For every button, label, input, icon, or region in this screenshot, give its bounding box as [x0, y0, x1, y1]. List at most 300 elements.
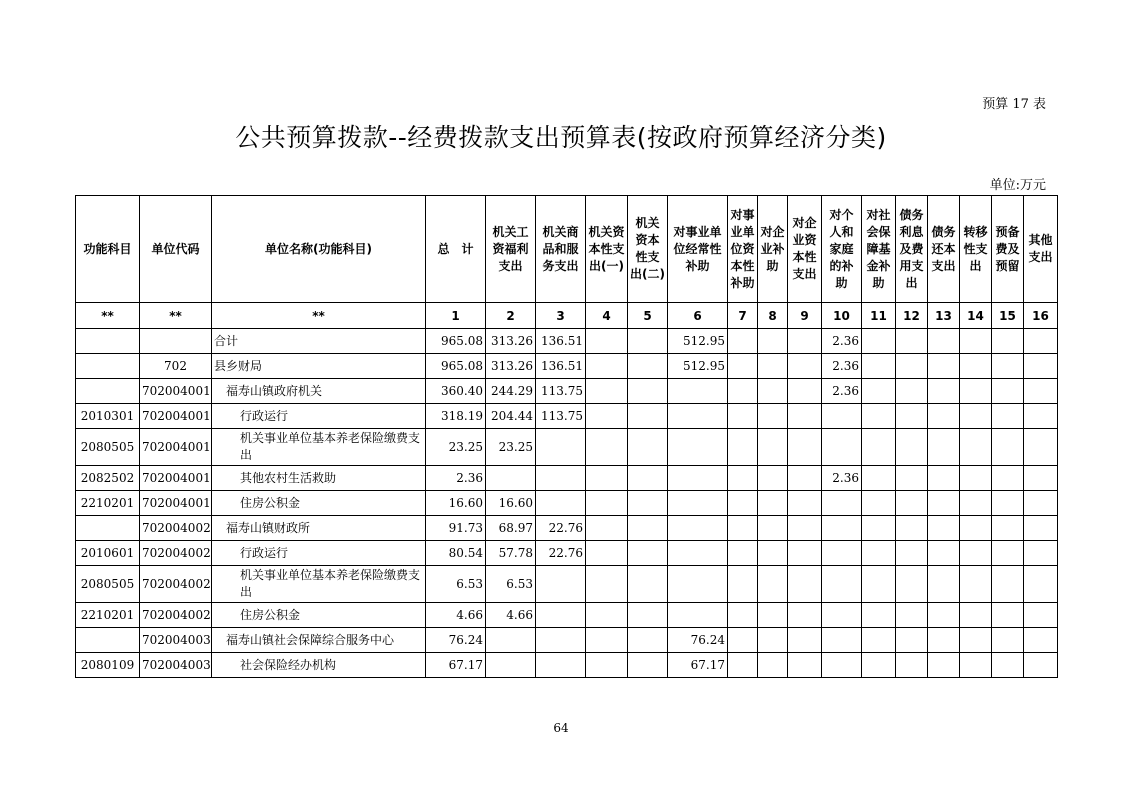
amount-cell: 244.29 [486, 379, 536, 404]
table-cell [960, 653, 992, 678]
column-header: 机关工资福利支出 [486, 196, 536, 303]
table-row [76, 566, 1058, 603]
table-row [76, 379, 1058, 404]
table-cell [992, 466, 1024, 491]
header-row [76, 196, 1058, 303]
total-cell: 6.53 [426, 566, 486, 603]
column-header: 机关资本性支出(一) [586, 196, 628, 303]
unit-code-cell: 702004002 [140, 516, 212, 541]
amount-cell: 16.60 [486, 491, 536, 516]
column-index: 5 [628, 303, 668, 329]
table-cell [728, 566, 758, 603]
table-row [76, 354, 1058, 379]
column-header: 机关商品和服务支出 [536, 196, 586, 303]
column-index: 6 [668, 303, 728, 329]
total-cell: 4.66 [426, 603, 486, 628]
table-cell [862, 653, 896, 678]
amount-cell: 204.44 [486, 404, 536, 429]
function-code-cell: 2082502 [76, 466, 140, 491]
table-cell [628, 379, 668, 404]
unit-code-cell [140, 329, 212, 354]
table-cell [1024, 491, 1058, 516]
table-cell [758, 516, 788, 541]
table-cell [628, 329, 668, 354]
table-cell [586, 404, 628, 429]
table-cell [788, 354, 822, 379]
table-cell [586, 566, 628, 603]
table-cell [586, 603, 628, 628]
unit-name-cell: 住房公积金 [212, 491, 426, 516]
amount-cell [486, 653, 536, 678]
table-cell [758, 541, 788, 566]
unit-name-cell: 福寿山镇政府机关 [212, 379, 426, 404]
table-cell [788, 603, 822, 628]
function-code-cell [76, 329, 140, 354]
table-row [76, 491, 1058, 516]
table-cell [1024, 516, 1058, 541]
table-cell [788, 329, 822, 354]
table-cell [928, 354, 960, 379]
table-cell [1024, 628, 1058, 653]
amount-cell: 512.95 [668, 354, 728, 379]
amount-cell: 22.76 [536, 516, 586, 541]
amount-cell [668, 516, 728, 541]
table-cell [862, 404, 896, 429]
unit-name-cell: 合计 [212, 329, 426, 354]
table-cell [896, 466, 928, 491]
function-code-cell: 2010301 [76, 404, 140, 429]
table-cell [992, 354, 1024, 379]
table-cell [928, 603, 960, 628]
table-cell [728, 653, 758, 678]
table-cell [960, 566, 992, 603]
table-cell [728, 628, 758, 653]
column-index: 10 [822, 303, 862, 329]
table-cell [586, 379, 628, 404]
table-cell [628, 516, 668, 541]
table-cell [862, 516, 896, 541]
column-header: 对事业单位资本性补助 [728, 196, 758, 303]
table-row [76, 628, 1058, 653]
table-cell [758, 603, 788, 628]
table-cell [788, 516, 822, 541]
total-cell: 965.08 [426, 354, 486, 379]
table-cell [960, 516, 992, 541]
table-cell [862, 541, 896, 566]
table-cell [628, 491, 668, 516]
amount-cell [668, 491, 728, 516]
amount-cell [668, 541, 728, 566]
function-code-cell [76, 379, 140, 404]
unit-code-cell: 702004001 [140, 491, 212, 516]
column-index: 7 [728, 303, 758, 329]
total-cell: 67.17 [426, 653, 486, 678]
table-cell [928, 491, 960, 516]
table-cell [928, 541, 960, 566]
table-cell [758, 404, 788, 429]
column-index: 16 [1024, 303, 1058, 329]
function-code-cell: 2010601 [76, 541, 140, 566]
table-cell [992, 491, 1024, 516]
column-header: 债务还本支出 [928, 196, 960, 303]
column-header: 对企业补助 [758, 196, 788, 303]
column-header: 单位名称(功能科目) [212, 196, 426, 303]
table-cell [1024, 541, 1058, 566]
table-cell [960, 541, 992, 566]
function-code-cell: 2210201 [76, 491, 140, 516]
amount-cell: 113.75 [536, 379, 586, 404]
table-cell [992, 404, 1024, 429]
table-cell [586, 653, 628, 678]
amount-cell [822, 404, 862, 429]
amount-cell [486, 466, 536, 491]
unit-name-cell: 福寿山镇社会保障综合服务中心 [212, 628, 426, 653]
unit-code-cell: 702004001 [140, 404, 212, 429]
table-cell [788, 466, 822, 491]
table-cell [758, 329, 788, 354]
table-cell [586, 541, 628, 566]
amount-cell: 313.26 [486, 354, 536, 379]
amount-cell [668, 379, 728, 404]
column-header: 预备费及预留 [992, 196, 1024, 303]
table-cell [960, 404, 992, 429]
table-cell [586, 491, 628, 516]
table-cell [862, 329, 896, 354]
amount-cell: 67.17 [668, 653, 728, 678]
table-cell [992, 603, 1024, 628]
table-cell [896, 379, 928, 404]
amount-cell [486, 628, 536, 653]
table-cell [728, 379, 758, 404]
table-cell [728, 429, 758, 466]
amount-cell: 68.97 [486, 516, 536, 541]
amount-cell: 136.51 [536, 329, 586, 354]
unit-code-cell: 702004003 [140, 628, 212, 653]
amount-cell [668, 603, 728, 628]
unit-name-cell: 行政运行 [212, 541, 426, 566]
table-cell [788, 628, 822, 653]
unit-name-cell: 县乡财局 [212, 354, 426, 379]
index-row [76, 303, 1058, 329]
table-row [76, 653, 1058, 678]
table-code-label: 预算 17 表 [982, 97, 1046, 112]
total-cell: 91.73 [426, 516, 486, 541]
column-index: 8 [758, 303, 788, 329]
function-code-cell [76, 354, 140, 379]
table-cell [928, 566, 960, 603]
table-cell [628, 404, 668, 429]
table-cell [960, 329, 992, 354]
column-index: 1 [426, 303, 486, 329]
unit-code-cell: 702004001 [140, 429, 212, 466]
amount-cell [822, 628, 862, 653]
table-cell [992, 653, 1024, 678]
table-cell [862, 491, 896, 516]
amount-cell [822, 566, 862, 603]
table-cell [960, 603, 992, 628]
amount-cell [822, 516, 862, 541]
unit-name-cell: 其他农村生活救助 [212, 466, 426, 491]
table-row [76, 329, 1058, 354]
amount-cell: 22.76 [536, 541, 586, 566]
table-cell [862, 603, 896, 628]
amount-cell [668, 429, 728, 466]
table-cell [728, 329, 758, 354]
column-index: ** [212, 303, 426, 329]
table-cell [628, 653, 668, 678]
column-header: 对个人和家庭的补助 [822, 196, 862, 303]
amount-cell: 2.36 [822, 466, 862, 491]
table-cell [586, 329, 628, 354]
column-index: 11 [862, 303, 896, 329]
table-cell [1024, 566, 1058, 603]
amount-cell: 313.26 [486, 329, 536, 354]
unit-name-cell: 机关事业单位基本养老保险缴费支出 [212, 429, 426, 466]
column-header: 总 计 [426, 196, 486, 303]
amount-cell: 4.66 [486, 603, 536, 628]
table-cell [992, 516, 1024, 541]
function-code-cell [76, 516, 140, 541]
table-cell [1024, 354, 1058, 379]
table-cell [928, 379, 960, 404]
unit-code-cell: 702004002 [140, 566, 212, 603]
table-cell [1024, 653, 1058, 678]
column-index: 13 [928, 303, 960, 329]
unit-code-cell: 702004001 [140, 379, 212, 404]
table-cell [728, 404, 758, 429]
table-cell [758, 429, 788, 466]
table-cell [960, 491, 992, 516]
column-header: 对社会保障基金补助 [862, 196, 896, 303]
table-cell [788, 541, 822, 566]
amount-cell: 57.78 [486, 541, 536, 566]
amount-cell: 2.36 [822, 329, 862, 354]
table-cell [728, 516, 758, 541]
table-cell [758, 628, 788, 653]
function-code-cell: 2080505 [76, 566, 140, 603]
column-index: 2 [486, 303, 536, 329]
amount-cell [668, 466, 728, 491]
total-cell: 2.36 [426, 466, 486, 491]
unit-name-cell: 福寿山镇财政所 [212, 516, 426, 541]
table-row [76, 466, 1058, 491]
table-cell [960, 466, 992, 491]
column-header: 单位代码 [140, 196, 212, 303]
total-cell: 318.19 [426, 404, 486, 429]
table-cell [896, 603, 928, 628]
amount-cell [536, 491, 586, 516]
table-cell [896, 491, 928, 516]
column-index: 15 [992, 303, 1024, 329]
amount-cell: 23.25 [486, 429, 536, 466]
amount-cell: 512.95 [668, 329, 728, 354]
table-cell [862, 466, 896, 491]
table-row [76, 404, 1058, 429]
table-cell [928, 516, 960, 541]
unit-name-cell: 住房公积金 [212, 603, 426, 628]
table-cell [586, 466, 628, 491]
table-cell [896, 516, 928, 541]
table-cell [758, 566, 788, 603]
table-cell [1024, 466, 1058, 491]
column-index: 12 [896, 303, 928, 329]
unit-name-cell: 社会保险经办机构 [212, 653, 426, 678]
amount-cell [536, 466, 586, 491]
table-cell [758, 379, 788, 404]
amount-cell: 113.75 [536, 404, 586, 429]
table-cell [862, 379, 896, 404]
table-cell [862, 354, 896, 379]
table-cell [628, 354, 668, 379]
page-number: 64 [553, 721, 569, 735]
amount-cell: 6.53 [486, 566, 536, 603]
amount-cell [536, 653, 586, 678]
column-index: ** [76, 303, 140, 329]
unit-code-cell: 702004002 [140, 603, 212, 628]
column-header: 功能科目 [76, 196, 140, 303]
table-cell [628, 566, 668, 603]
table-cell [928, 653, 960, 678]
table-cell [992, 379, 1024, 404]
table-cell [928, 404, 960, 429]
column-header: 其他支出 [1024, 196, 1058, 303]
table-cell [586, 628, 628, 653]
table-row [76, 429, 1058, 466]
table-cell [728, 603, 758, 628]
amount-cell: 76.24 [668, 628, 728, 653]
column-index: 14 [960, 303, 992, 329]
table-cell [896, 566, 928, 603]
table-cell [896, 429, 928, 466]
column-header: 对事业单位经常性补助 [668, 196, 728, 303]
table-cell [788, 566, 822, 603]
table-cell [896, 653, 928, 678]
unit-code-cell: 702004002 [140, 541, 212, 566]
amount-cell [536, 566, 586, 603]
amount-cell [822, 429, 862, 466]
amount-cell [822, 603, 862, 628]
total-cell: 360.40 [426, 379, 486, 404]
function-code-cell: 2080505 [76, 429, 140, 466]
column-index: 9 [788, 303, 822, 329]
amount-cell [668, 566, 728, 603]
budget-table [75, 195, 1058, 678]
table-cell [862, 566, 896, 603]
unit-name-cell: 机关事业单位基本养老保险缴费支出 [212, 566, 426, 603]
amount-cell [536, 429, 586, 466]
table-cell [896, 329, 928, 354]
table-cell [788, 404, 822, 429]
table-cell [586, 354, 628, 379]
table-row [76, 541, 1058, 566]
table-cell [928, 628, 960, 653]
unit-code-cell: 702 [140, 354, 212, 379]
table-cell [628, 628, 668, 653]
table-cell [992, 429, 1024, 466]
total-cell: 16.60 [426, 491, 486, 516]
table-cell [896, 354, 928, 379]
amount-cell [822, 653, 862, 678]
table-cell [728, 354, 758, 379]
table-cell [628, 603, 668, 628]
column-index: 4 [586, 303, 628, 329]
table-cell [628, 429, 668, 466]
table-cell [960, 628, 992, 653]
table-cell [1024, 379, 1058, 404]
table-cell [758, 653, 788, 678]
table-cell [862, 429, 896, 466]
table-cell [862, 628, 896, 653]
amount-cell: 136.51 [536, 354, 586, 379]
table-cell [586, 516, 628, 541]
page-title: 公共预算拨款--经费拨款支出预算表(按政府预算经济分类) [235, 123, 887, 152]
table-cell [928, 429, 960, 466]
table-cell [788, 379, 822, 404]
table-cell [728, 541, 758, 566]
amount-cell: 2.36 [822, 379, 862, 404]
table-cell [896, 404, 928, 429]
table-cell [788, 491, 822, 516]
total-cell: 23.25 [426, 429, 486, 466]
amount-cell [536, 603, 586, 628]
function-code-cell: 2080109 [76, 653, 140, 678]
table-row [76, 603, 1058, 628]
amount-cell: 2.36 [822, 354, 862, 379]
amount-cell [668, 404, 728, 429]
total-cell: 80.54 [426, 541, 486, 566]
table-cell [992, 541, 1024, 566]
table-cell [586, 429, 628, 466]
table-cell [728, 466, 758, 491]
table-cell [928, 329, 960, 354]
table-cell [1024, 404, 1058, 429]
table-cell [1024, 603, 1058, 628]
amount-cell [536, 628, 586, 653]
table-cell [728, 491, 758, 516]
amount-cell [822, 491, 862, 516]
table-cell [992, 566, 1024, 603]
table-cell [1024, 429, 1058, 466]
table-cell [960, 379, 992, 404]
unit-code-cell: 702004001 [140, 466, 212, 491]
function-code-cell: 2210201 [76, 603, 140, 628]
table-cell [896, 541, 928, 566]
table-cell [758, 491, 788, 516]
table-cell [628, 466, 668, 491]
table-cell [628, 541, 668, 566]
unit-label: 单位:万元 [989, 178, 1046, 193]
total-cell: 76.24 [426, 628, 486, 653]
amount-cell [822, 541, 862, 566]
table-cell [758, 354, 788, 379]
table-cell [960, 429, 992, 466]
unit-code-cell: 702004003 [140, 653, 212, 678]
table-cell [788, 653, 822, 678]
table-row [76, 516, 1058, 541]
column-index: ** [140, 303, 212, 329]
column-header: 机关资本性支出(二) [628, 196, 668, 303]
table-cell [1024, 329, 1058, 354]
column-header: 债务利息及费用支出 [896, 196, 928, 303]
function-code-cell [76, 628, 140, 653]
column-header: 对企业资本性支出 [788, 196, 822, 303]
column-header: 转移性支出 [960, 196, 992, 303]
unit-name-cell: 行政运行 [212, 404, 426, 429]
table-cell [788, 429, 822, 466]
table-cell [992, 628, 1024, 653]
column-index: 3 [536, 303, 586, 329]
table-cell [758, 466, 788, 491]
